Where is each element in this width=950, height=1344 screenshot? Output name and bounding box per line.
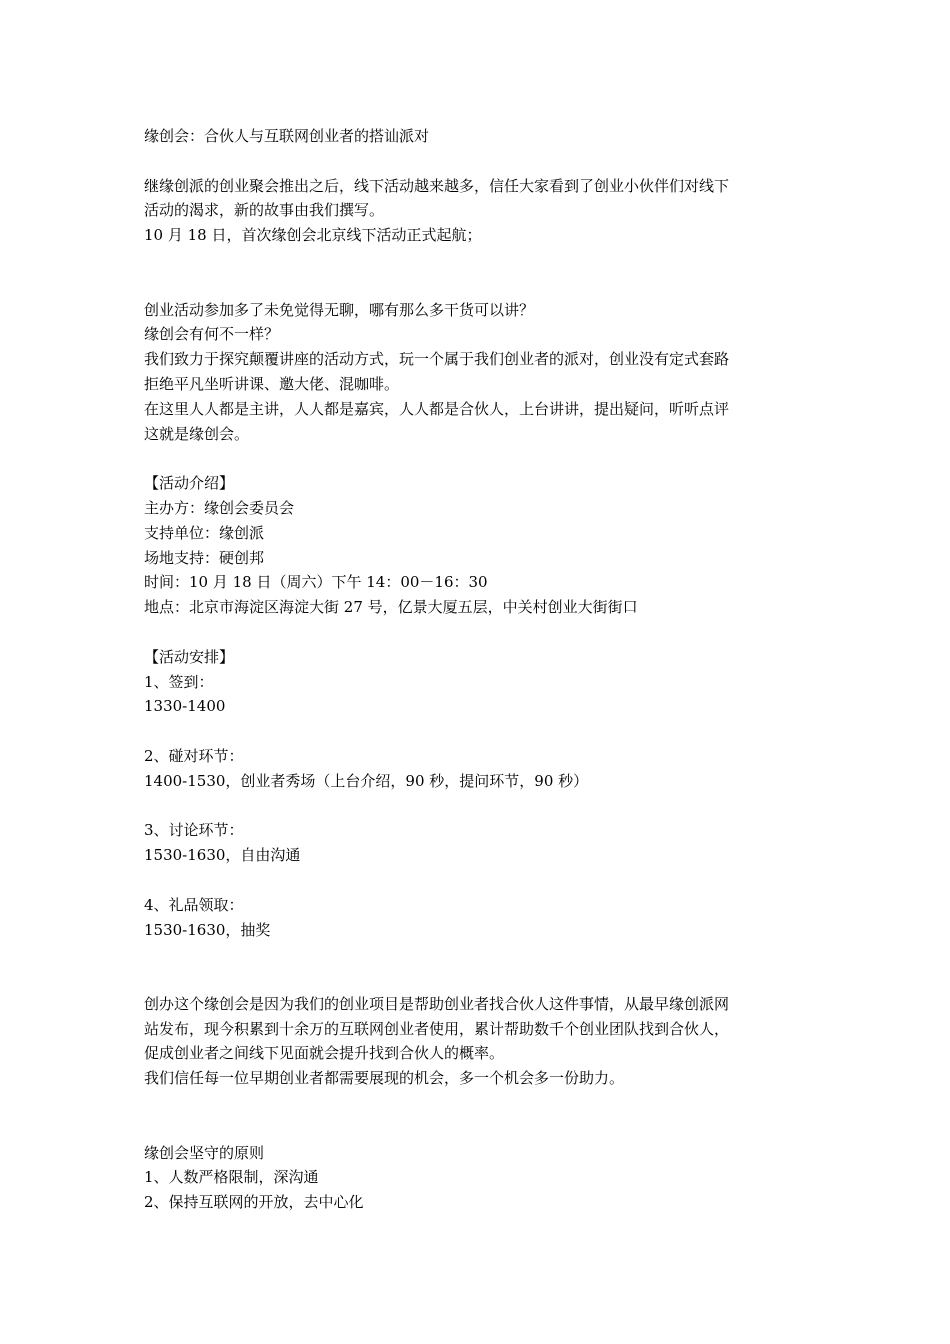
spacer xyxy=(144,868,814,893)
schedule-item-label: 1、签到： xyxy=(144,672,214,691)
intro-line: 10 月 18 日，首次缘创会北京线下活动正式起航； xyxy=(144,226,482,245)
spacer xyxy=(144,446,814,471)
spacer xyxy=(144,620,814,645)
background-line: 站发布，现今积累到十余万的互联网创业者使用，累计帮助数千个创业团队找到合伙人， xyxy=(144,1019,730,1038)
why-line: 这就是缘创会。 xyxy=(144,424,250,443)
why-line: 在这里人人都是主讲，人人都是嘉宾，人人都是合伙人，上台讲讲，提出疑问，听听点评 xyxy=(144,399,730,418)
background-line: 创办这个缘创会是因为我们的创业项目是帮助创业者找合伙人这件事情，从最早缘创派网 xyxy=(144,994,730,1013)
why-line: 拒绝平凡坐听讲课、邀大佬、混咖啡。 xyxy=(144,374,400,393)
why-line: 我们致力于探究颠覆讲座的活动方式，玩一个属于我们创业者的派对，创业没有定式套路 xyxy=(144,350,730,369)
schedule-item-label: 3、讨论环节： xyxy=(144,821,244,840)
spacer xyxy=(144,149,814,174)
event-intro-heading: 【活动介绍】 xyxy=(144,474,235,493)
spacer xyxy=(144,1091,814,1116)
spacer xyxy=(144,273,814,298)
schedule-item-detail: 1530-1630，抽奖 xyxy=(144,920,271,939)
spacer xyxy=(144,719,814,744)
intro-line: 继缘创派的创业聚会推出之后，线下活动越来越多，信任大家看到了创业小伙伴们对线下 xyxy=(144,176,730,195)
document-body xyxy=(144,124,814,1215)
intro-line: 活动的渴求，新的故事由我们撰写。 xyxy=(144,201,385,220)
schedule-heading: 【活动安排】 xyxy=(144,647,235,666)
principle-item: 1、人数严格限制，深沟通 xyxy=(144,1168,319,1187)
principles-heading: 缘创会坚守的原则 xyxy=(144,1143,265,1162)
principle-item: 2、保持互联网的开放，去中心化 xyxy=(144,1193,364,1212)
background-line: 促成创业者之间线下见面就会提升找到合伙人的概率。 xyxy=(144,1044,505,1063)
background-line: 我们信任每一位早期创业者都需要展现的机会，多一个机会多一份助力。 xyxy=(144,1069,625,1088)
spacer xyxy=(144,1116,814,1141)
spacer xyxy=(144,967,814,992)
schedule-item-label: 4、礼品领取： xyxy=(144,895,244,914)
time-line: 时间：10 月 18 日（周六）下午 14：00－16：30 xyxy=(144,573,488,592)
why-line: 缘创会有何不一样？ xyxy=(144,325,280,344)
spacer xyxy=(144,942,814,967)
schedule-item-detail: 1400-1530，创业者秀场（上台介绍，90 秒，提问环节，90 秒） xyxy=(144,771,589,790)
supporter-line: 支持单位：缘创派 xyxy=(144,523,265,542)
location-line: 地点：北京市海淀区海淀大街 27 号，亿景大厦五层，中关村创业大街街口 xyxy=(144,598,638,617)
schedule-item-detail: 1530-1630，自由沟通 xyxy=(144,846,301,865)
schedule-item-label: 2、碰对环节： xyxy=(144,746,244,765)
why-line: 创业活动参加多了未免觉得无聊，哪有那么多干货可以讲？ xyxy=(144,300,535,319)
spacer xyxy=(144,248,814,273)
organizer-line: 主办方：缘创会委员会 xyxy=(144,498,295,517)
document-title: 缘创会：合伙人与互联网创业者的搭讪派对 xyxy=(144,127,430,145)
spacer xyxy=(144,794,814,819)
schedule-item-detail: 1330-1400 xyxy=(144,697,226,716)
venue-support-line: 场地支持：硬创邦 xyxy=(144,548,265,567)
